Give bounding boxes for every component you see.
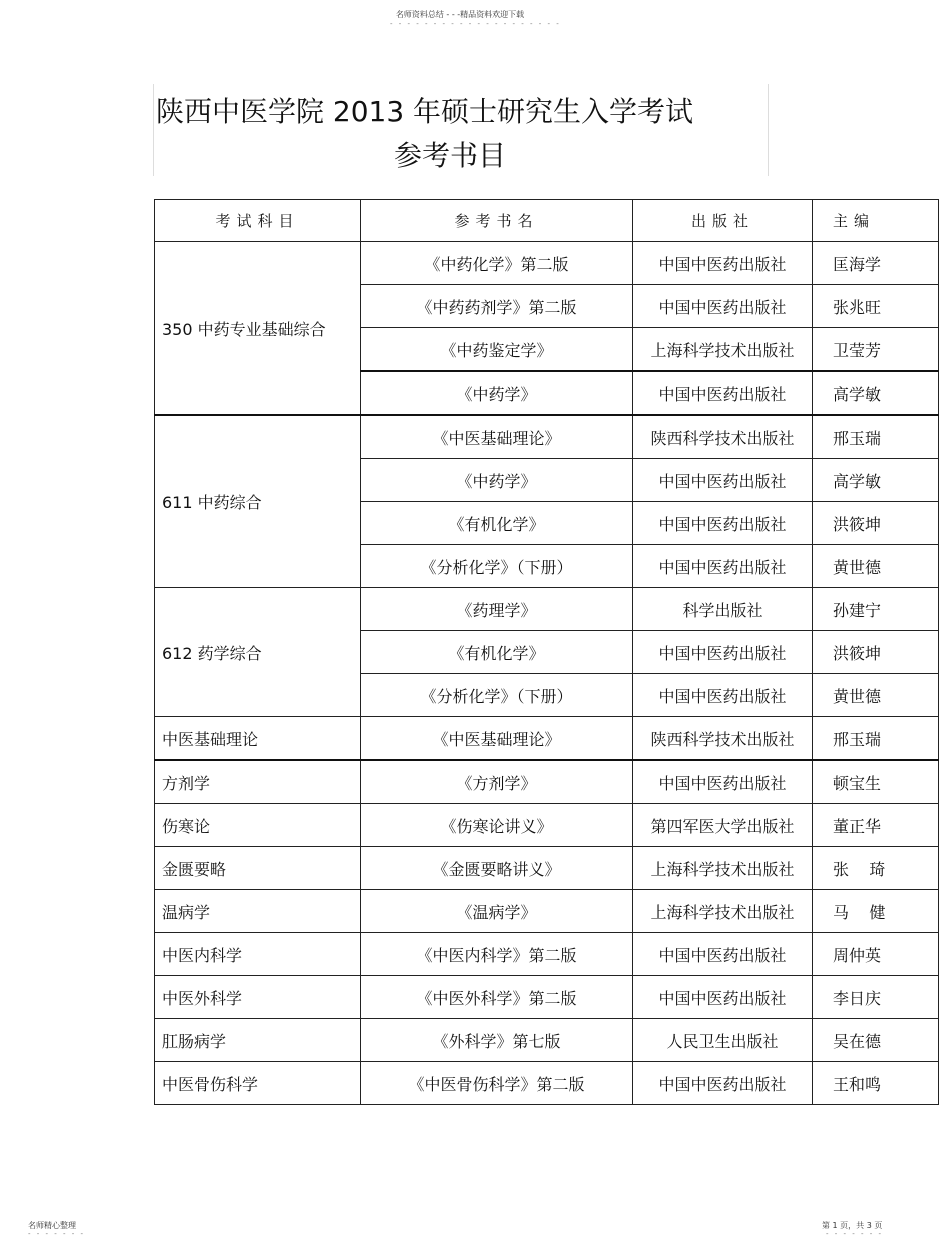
publisher-cell: 科学出版社	[633, 588, 813, 631]
page-number: 第 1 页，共 3 页	[822, 1221, 883, 1230]
book-cell: 《分析化学》（下册）	[361, 545, 633, 588]
book-cell: 《药理学》	[361, 588, 633, 631]
subject-cell: 方剂学	[155, 760, 361, 804]
publisher-cell: 中国中医药出版社	[633, 459, 813, 502]
publisher-cell: 陕西科学技术出版社	[633, 415, 813, 459]
publisher-cell: 中国中医药出版社	[633, 631, 813, 674]
editor-cell: 邢玉瑞	[813, 717, 939, 761]
subject-cell: 金匮要略	[155, 847, 361, 890]
book-cell: 《分析化学》（下册）	[361, 674, 633, 717]
table-header-row	[155, 200, 939, 242]
publisher-cell: 上海科学技术出版社	[633, 890, 813, 933]
publisher-cell: 中国中医药出版社	[633, 976, 813, 1019]
subject-cell: 温病学	[155, 890, 361, 933]
editor-cell: 孙建宁	[813, 588, 939, 631]
book-cell: 《中药学》	[361, 371, 633, 415]
editor-cell: 洪筱坤	[813, 631, 939, 674]
table-row	[155, 588, 939, 631]
editor-cell: 黄世德	[813, 545, 939, 588]
editor-cell: 邢玉瑞	[813, 415, 939, 459]
editor-cell: 卫莹芳	[813, 328, 939, 372]
subject-cell: 中医外科学	[155, 976, 361, 1019]
editor-cell: 董正华	[813, 804, 939, 847]
subject-cell: 350 中药专业基础综合	[155, 242, 361, 416]
table-row	[155, 1019, 939, 1062]
subject-cell: 中医内科学	[155, 933, 361, 976]
subject-cell: 伤寒论	[155, 804, 361, 847]
book-cell: 《中药鉴定学》	[361, 328, 633, 372]
book-cell: 《中药学》	[361, 459, 633, 502]
book-cell: 《有机化学》	[361, 631, 633, 674]
header-editor: 主编	[813, 200, 939, 242]
header-book: 参考书名	[361, 200, 633, 242]
editor-cell: 张 琦	[813, 847, 939, 890]
table-row	[155, 847, 939, 890]
publisher-cell: 上海科学技术出版社	[633, 847, 813, 890]
publisher-cell: 中国中医药出版社	[633, 760, 813, 804]
book-cell: 《温病学》	[361, 890, 633, 933]
page-header-text: 名师资料总结 - - -精品资料欢迎下载	[395, 10, 525, 19]
book-cell: 《中药化学》第二版	[361, 242, 633, 285]
subject-cell: 612 药学综合	[155, 588, 361, 717]
editor-cell: 高学敏	[813, 371, 939, 415]
table-row	[155, 242, 939, 285]
footer-left-dots: - - - - - - -	[28, 1230, 86, 1238]
title-block	[153, 84, 769, 176]
book-cell: 《伤寒论讲义》	[361, 804, 633, 847]
reference-books-table	[154, 199, 939, 1105]
editor-cell: 顿宝生	[813, 760, 939, 804]
editor-cell: 张兆旺	[813, 285, 939, 328]
book-cell: 《外科学》第七版	[361, 1019, 633, 1062]
table-row	[155, 415, 939, 459]
book-cell: 《中医基础理论》	[361, 717, 633, 761]
editor-cell: 王和鸣	[813, 1062, 939, 1105]
publisher-cell: 中国中医药出版社	[633, 933, 813, 976]
footer-right-dots: - - - - - - -	[826, 1230, 884, 1238]
subject-cell: 中医基础理论	[155, 717, 361, 761]
subject-cell: 中医骨伤科学	[155, 1062, 361, 1105]
editor-cell: 周仲英	[813, 933, 939, 976]
editor-cell: 李日庆	[813, 976, 939, 1019]
header-publisher: 出版社	[633, 200, 813, 242]
subject-cell: 肛肠病学	[155, 1019, 361, 1062]
page-title: 陕西中医学院 2013 年硕士研究生入学考试	[156, 95, 694, 128]
publisher-cell: 中国中医药出版社	[633, 285, 813, 328]
footer-left-text: 名师精心整理	[28, 1221, 76, 1230]
editor-cell: 黄世德	[813, 674, 939, 717]
editor-cell: 马 健	[813, 890, 939, 933]
editor-cell: 洪筱坤	[813, 502, 939, 545]
page-subtitle: 参考书目	[394, 139, 507, 172]
book-cell: 《金匮要略讲义》	[361, 847, 633, 890]
table-row	[155, 933, 939, 976]
book-cell: 《中医基础理论》	[361, 415, 633, 459]
book-cell: 《中医内科学》第二版	[361, 933, 633, 976]
subject-cell: 611 中药综合	[155, 415, 361, 588]
editor-cell: 高学敏	[813, 459, 939, 502]
editor-cell: 吴在德	[813, 1019, 939, 1062]
header-subject: 考试科目	[155, 200, 361, 242]
header-dots: - - - - - - - - - - - - - - - - - - - -	[390, 20, 561, 28]
editor-cell: 匡海学	[813, 242, 939, 285]
publisher-cell: 上海科学技术出版社	[633, 328, 813, 372]
table-row	[155, 804, 939, 847]
publisher-cell: 中国中医药出版社	[633, 545, 813, 588]
publisher-cell: 中国中医药出版社	[633, 502, 813, 545]
book-cell: 《中医骨伤科学》第二版	[361, 1062, 633, 1105]
publisher-cell: 中国中医药出版社	[633, 242, 813, 285]
book-cell: 《方剂学》	[361, 760, 633, 804]
table-row	[155, 760, 939, 804]
table-row	[155, 1062, 939, 1105]
publisher-cell: 中国中医药出版社	[633, 371, 813, 415]
book-cell: 《中药药剂学》第二版	[361, 285, 633, 328]
publisher-cell: 中国中医药出版社	[633, 1062, 813, 1105]
publisher-cell: 陕西科学技术出版社	[633, 717, 813, 761]
book-cell: 《有机化学》	[361, 502, 633, 545]
table-row	[155, 976, 939, 1019]
publisher-cell: 人民卫生出版社	[633, 1019, 813, 1062]
publisher-cell: 第四军医大学出版社	[633, 804, 813, 847]
table-row	[155, 890, 939, 933]
book-cell: 《中医外科学》第二版	[361, 976, 633, 1019]
publisher-cell: 中国中医药出版社	[633, 674, 813, 717]
table-row	[155, 717, 939, 761]
